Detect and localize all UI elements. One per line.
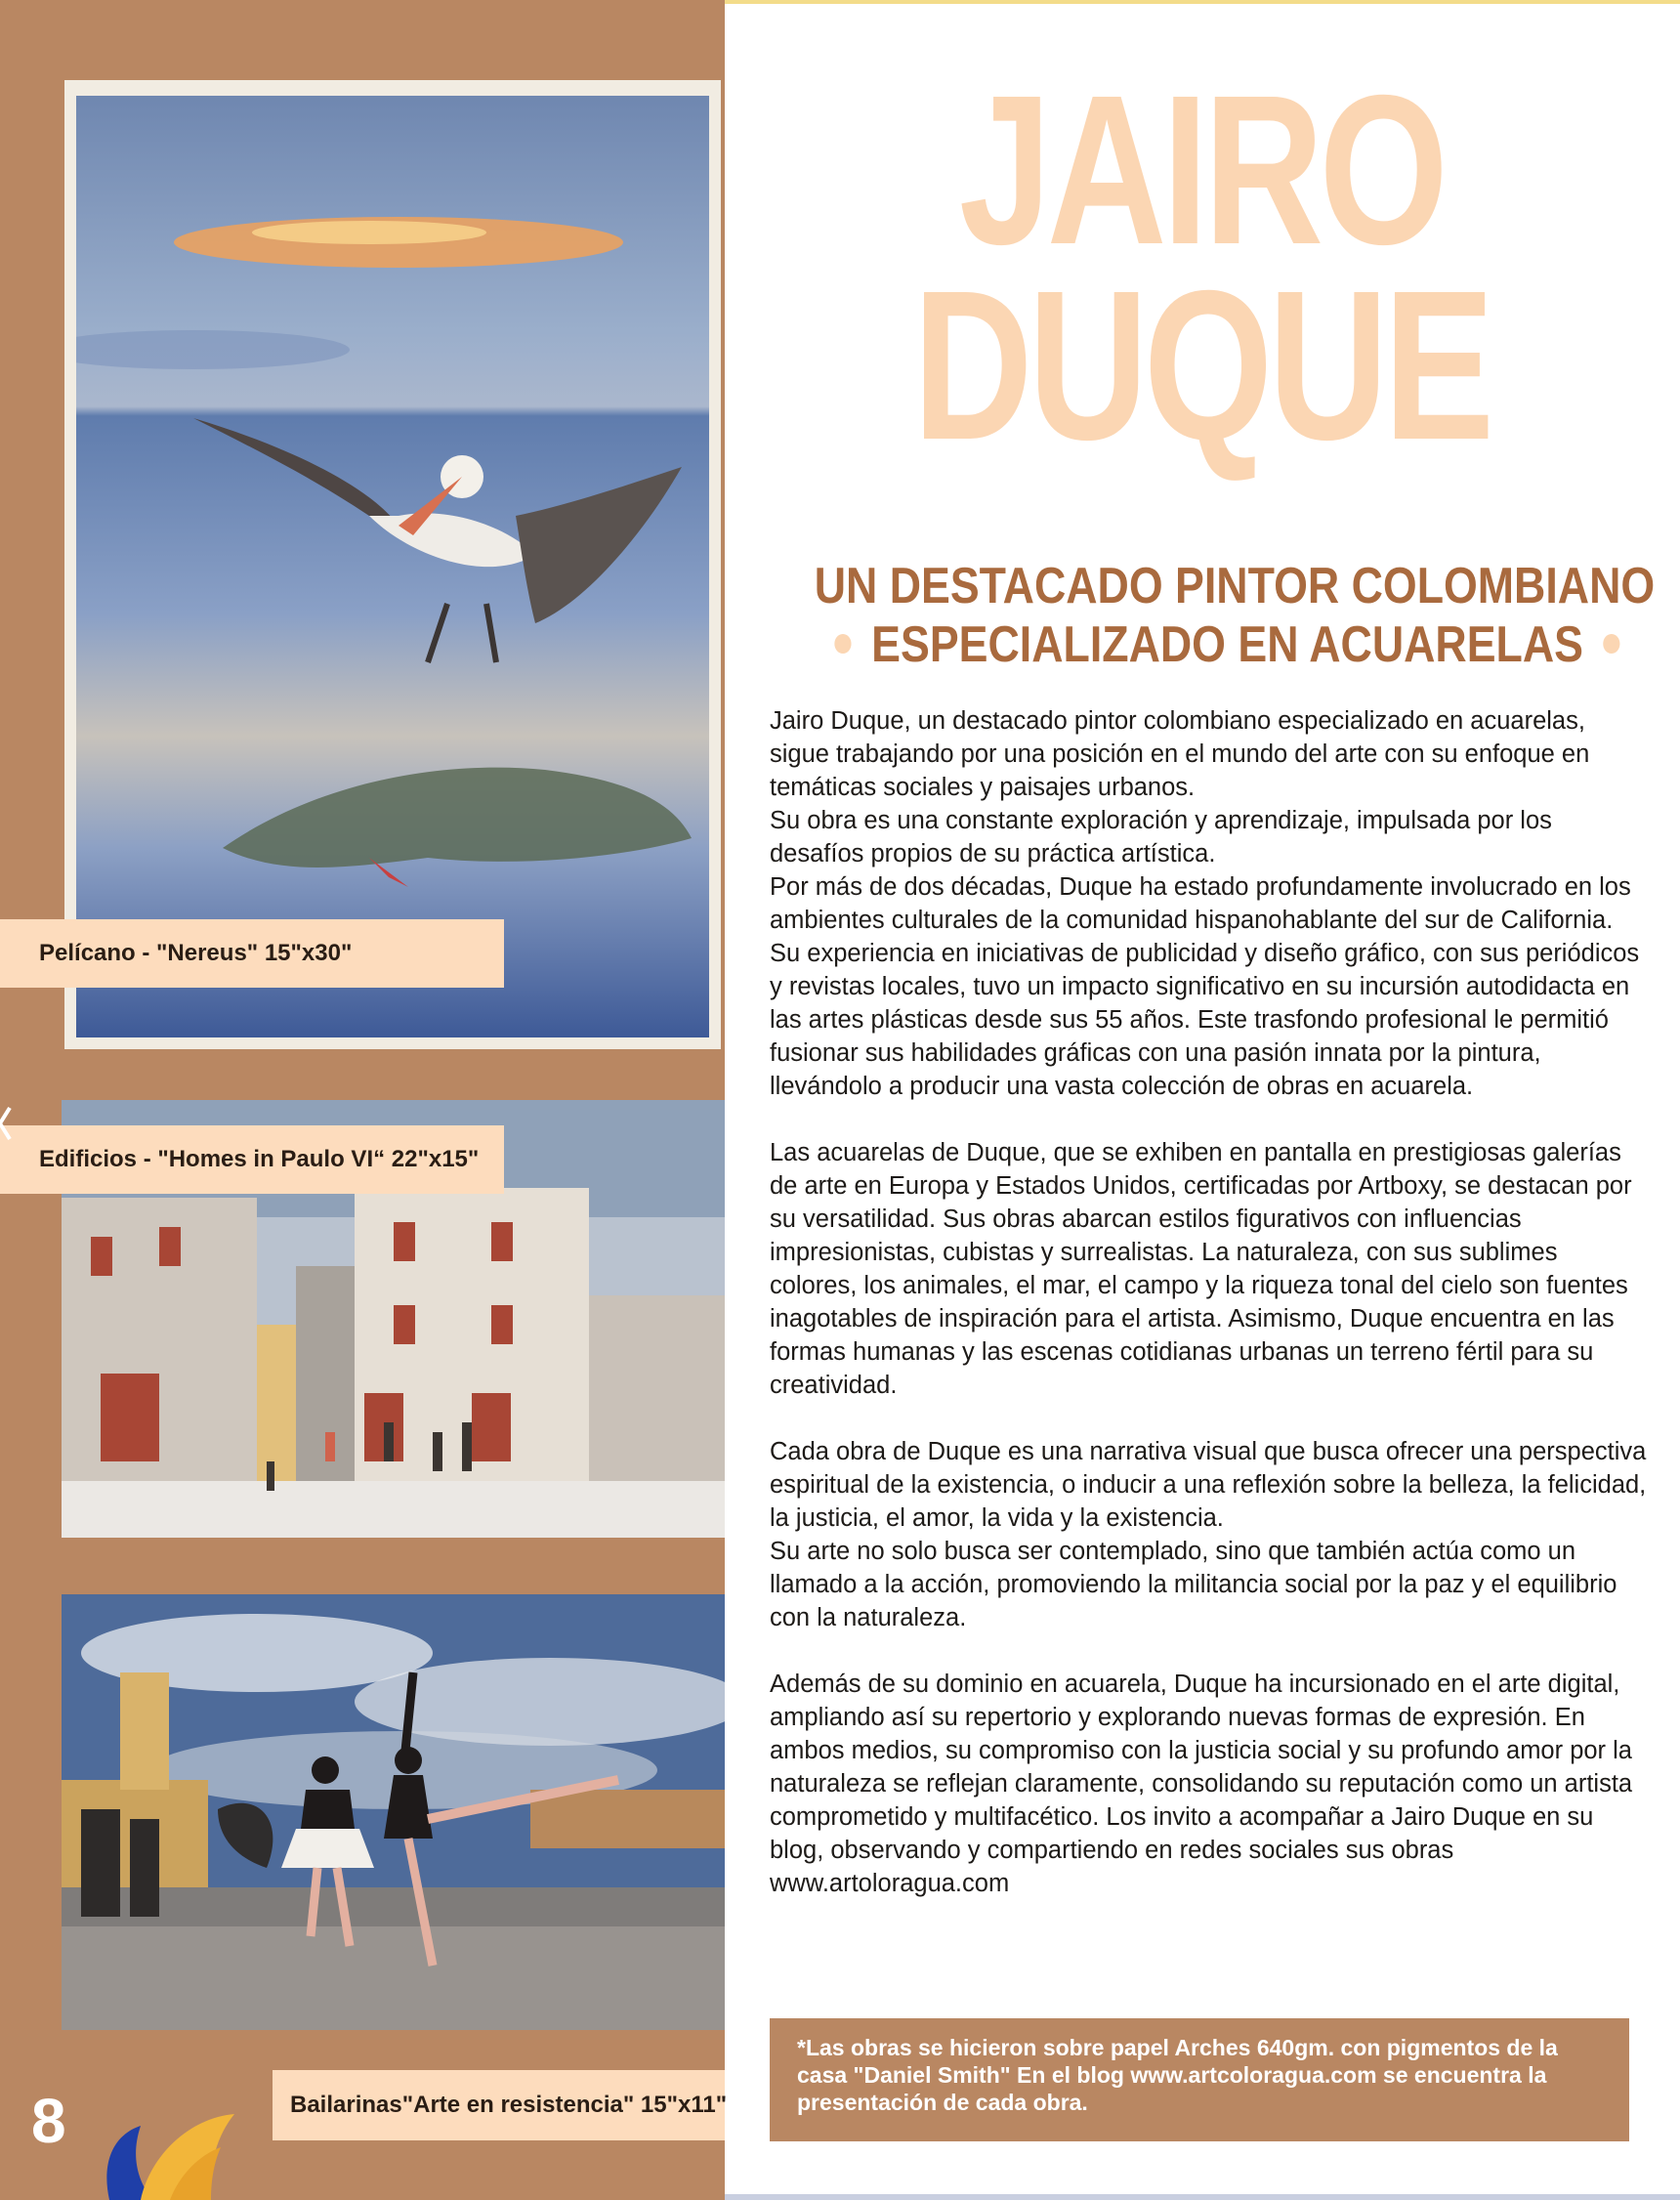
page-number: 8 bbox=[31, 2086, 64, 2156]
paragraph: Jairo Duque, un destacado pintor colombiano especializado en acuarelas, sigue trabajando por una posición en el mundo del arte con su enfoque en temáticas sociales y paisajes urbanos. bbox=[770, 707, 1590, 801]
paragraph: Las acuarelas de Duque, que se exhiben en pantalla en prestigiosas galerías de arte en Europa y Estados Unidos, certificadas por Artboxy, se destacan por su versatilidad. Sus obras abarcan estilos figurativos con influencias impresionistas, cubistas y surrealistas. La naturaleza, con sus sublimes colores, los animales, el mar, el campo y la riqueza tonal del cielo son fuentes inagotables de inspiración para el artista. Asimismo, Duque encuentra en las formas humanas y las escenas cotidianas urbanas un terreno fértil para su creatividad. bbox=[770, 1139, 1632, 1399]
buildings-caption: Edificios - "Homes in Paulo VI“ 22"x15" bbox=[0, 1125, 504, 1194]
bullet-dot-icon bbox=[834, 634, 851, 654]
subtitle-line-1: UN DESTACADO PINTOR COLOMBIANO bbox=[814, 558, 1656, 614]
blog-url[interactable]: www.artoloragua.com bbox=[770, 1870, 1010, 1897]
chevron-left-icon[interactable] bbox=[0, 1104, 14, 1143]
pelican-caption: Pelícano - "Nereus" 15"x30" bbox=[0, 919, 504, 988]
artist-name-title bbox=[912, 52, 1491, 485]
footnote-box: *Las obras se hicieron sobre papel Arches 640gm. con pigmentos de la casa "Daniel Smith" En el blog www.artcoloragua.com se encuentra la presentación de cada obra. bbox=[770, 2018, 1629, 2141]
article-body bbox=[770, 704, 1649, 1900]
bullet-dot-icon bbox=[1604, 634, 1620, 654]
dancers-caption: Bailarinas"Arte en resistencia" 15"x11" bbox=[273, 2070, 725, 2140]
dancers-painting bbox=[62, 1594, 725, 2030]
title-line-1: JAIRO bbox=[958, 52, 1445, 289]
paragraph: Su arte no solo busca ser contemplado, sino que también actúa como un llamado a la acción, promoviendo la militancia social por la paz y el equilibrio con la naturaleza. bbox=[770, 1538, 1617, 1631]
paragraph: Por más de dos décadas, Duque ha estado profundamente involucrado en los ambientes culturales de la comunidad hispanohablante del sur de California. Su experiencia en iniciativas de publicidad y diseño gráfico, con sus periódicos y revistas locales, tuvo un impacto significativo en su incursión autodidacta en las artes plásticas desde sus 55 años. Este trasfondo profesional le permitió fusionar sus habilidades gráficas con una pasión innata por la pintura, llevándolo a producir una vasta colección de obras en acuarela. bbox=[770, 873, 1640, 1100]
bottom-border bbox=[725, 2194, 1680, 2200]
subtitle-line-2-wrap bbox=[815, 615, 1584, 674]
pelican-painting bbox=[64, 80, 721, 1049]
paragraph: Además de su dominio en acuarela, Duque ha incursionado en el arte digital, ampliando así su repertorio y explorando nuevas formas de expresión. En ambos medios, su compromiso con la justicia social y su profundo amor por la naturaleza se reflejan claramente, consolidando su reputación como un artista comprometido y multifacético. Los invito a acompañar a Jairo Duque en su blog, observando y compartiendo en redes sociales sus obras bbox=[770, 1671, 1633, 1864]
subtitle-line-2: ESPECIALIZADO EN ACUARELAS bbox=[871, 616, 1584, 673]
paragraph: Cada obra de Duque es una narrativa visual que busca ofrecer una perspectiva espiritual de la existencia, o inducir a una reflexión sobre la belleza, la felicidad, la justicia, el amor, la vida y la existencia. bbox=[770, 1438, 1647, 1532]
title-line-2: DUQUE bbox=[912, 247, 1491, 485]
brand-logo-icon bbox=[102, 2106, 238, 2200]
subtitle bbox=[814, 557, 1656, 674]
paragraph: Su obra es una constante exploración y aprendizaje, impulsada por los desafíos propios de su práctica artística. bbox=[770, 807, 1552, 867]
